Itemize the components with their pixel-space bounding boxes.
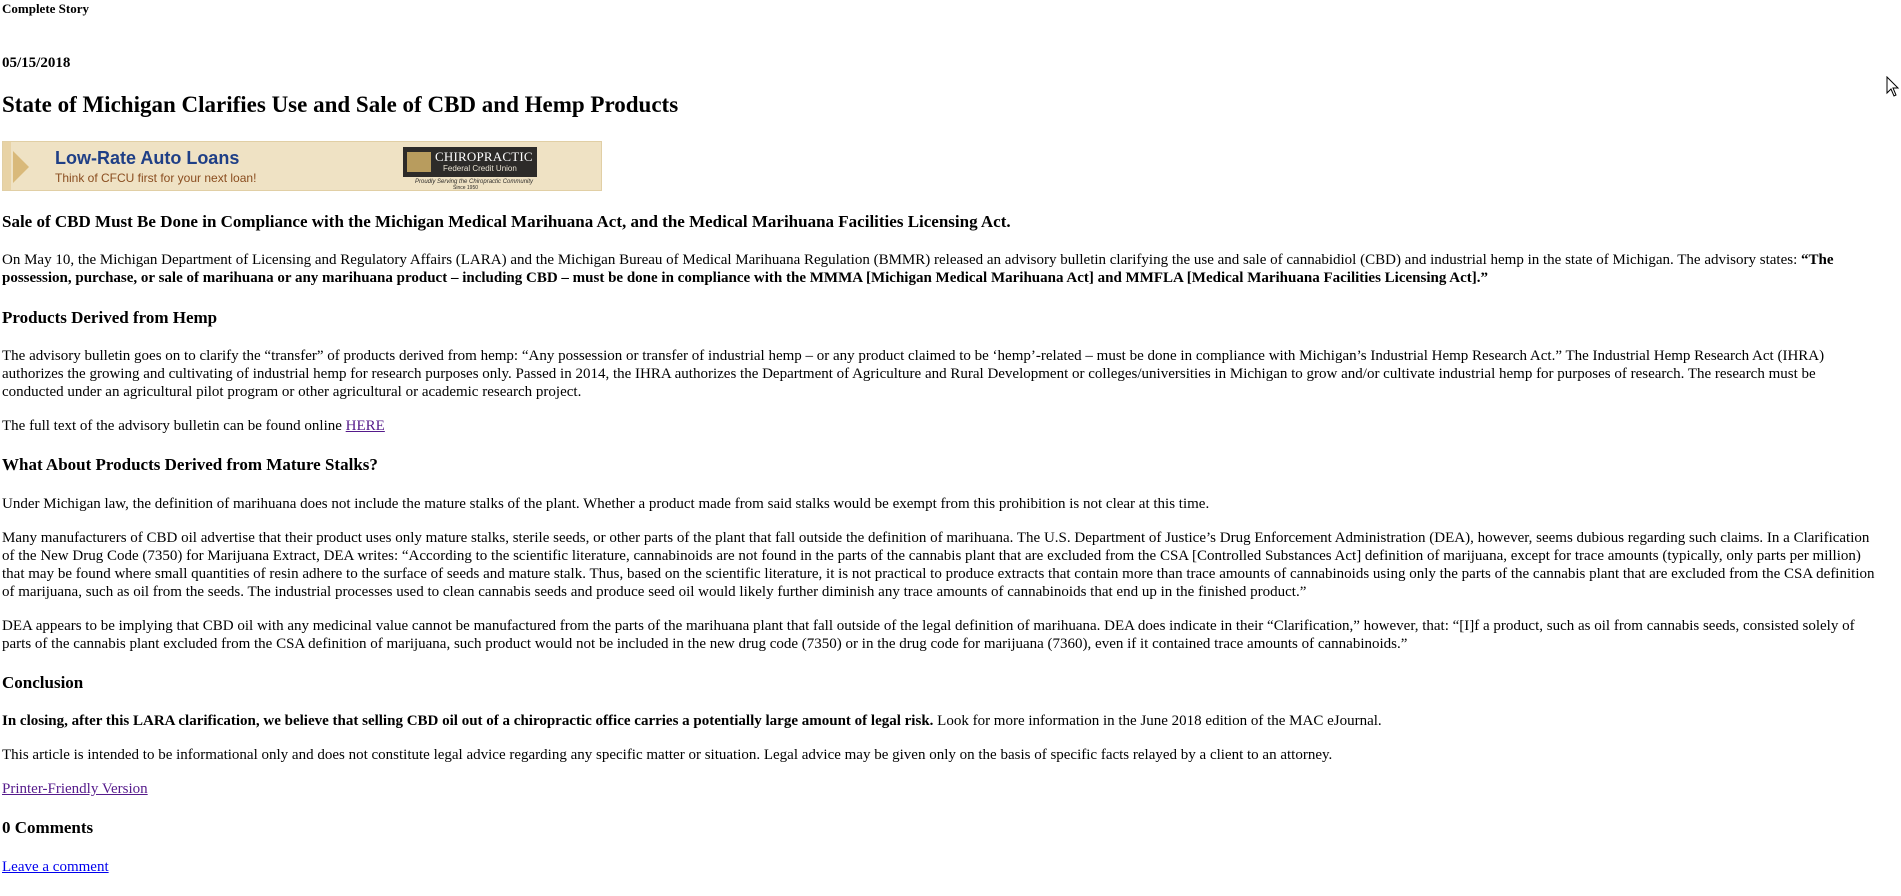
- bulletin-paragraph: [2, 417, 1878, 435]
- banner-subline: Think of CFCU first for your next loan!: [55, 171, 257, 185]
- bulletin-here-link[interactable]: HERE: [345, 418, 385, 434]
- conclusion-rest: Look for more information in the June 2018 edition of the MAC eJournal.: [933, 713, 1382, 729]
- banner-headline: Low-Rate Auto Loans: [55, 148, 240, 168]
- banner-stripe: [3, 142, 11, 190]
- intro-text: On May 10, the Michigan Department of Licensing and Regulatory Affairs (LARA) and the Michigan Bureau of Medical Marihuana Regulation (BMMR) released an advisory bulletin clarifying the use and sale of cannabidiol (CBD) and industrial hemp in the state of Michigan. The advisory states:: [2, 252, 1801, 268]
- logo-tagline: Proudly Serving the Chiropractic Community: [415, 179, 534, 185]
- bulletin-text: The full text of the advisory bulletin can be found online: [2, 418, 346, 434]
- credit-union-logo: [403, 147, 537, 177]
- printer-link-row: [2, 780, 1878, 798]
- story-label: Complete Story: [2, 1, 90, 16]
- intro-quote: “The possession, purchase, or sale of marihuana or any marihuana product – including CBD – must be done in compliance with the MMMA [Michigan Medical Marihuana Act] and MMFLA [Medical Marihuana Facilities Licensing Act].”: [2, 252, 1834, 286]
- conclusion-bold: In closing, after this LARA clarification, we believe that selling CBD oil out of a chiropractic office carries a potentially large amount of legal risk.: [2, 713, 934, 729]
- section-heading-hemp: Products Derived from Hemp: [2, 308, 218, 327]
- logo-name: CHIROPRACTIC: [435, 149, 533, 164]
- logo-since: Since 1950: [453, 185, 479, 191]
- section-heading-conclusion: Conclusion: [2, 673, 84, 692]
- logo-subname: Federal Credit Union: [443, 164, 517, 173]
- conclusion-paragraph: [2, 712, 1878, 730]
- page-title: State of Michigan Clarifies Use and Sale of CBD and Hemp Products: [2, 92, 679, 117]
- stalks-paragraph-2: Many manufacturers of CBD oil advertise that their product uses only mature stalks, sterile seeds, or other parts of the plant that fall outside the definition of marihuana. The U.S. Department of Justice’s Drug Enforcement Administration (DEA), however, seems dubious regarding such claims. In a Clarification of the New Drug Code (7350) for Marijuana Extract, DEA writes: “According to the scientific literature, cannabinoids are not found in the parts of the cannabis plant that are excluded from the CSA [Controlled Substances Act] definition of marijuana, except for trace amounts (typically, only parts per million) that may be found where small quantities of resin adhere to the surface of seeds and mature stalk. Thus, based on the scientific literature, it is not practical to produce extracts that contain more than trace amounts of cannabinoids using only the parts of the cannabis plant that are excluded from the CSA definition of marijuana, such as oil from the seeds. The industrial processes used to clean cannabis seeds and produce seed oil would likely further diminish any trace amounts of cannabinoids that end up in the finished product.”: [2, 530, 1875, 600]
- intro-paragraph: [2, 251, 1878, 287]
- section-heading-stalks: What About Products Derived from Mature Stalks?: [2, 455, 378, 474]
- hemp-paragraph: The advisory bulletin goes on to clarify the “transfer” of products derived from hemp: “Any possession or transfer of industrial hemp – or any product claimed to be ‘hemp’-related – must be done in compliance with Michigan’s Industrial Hemp Research Act.” The Industrial Hemp Research Act (IHRA) authorizes the growing and cultivating of industrial hemp for research purposes only. Passed in 2014, the IHRA authorizes the Department of Agriculture and Rural Development or colleges/universities in Michigan to grow and/or cultivate industrial hemp for purposes of research. The research must be conducted under an agricultural pilot program or other agricultural or academic research project.: [2, 348, 1825, 400]
- leave-comment-row: [2, 858, 1878, 876]
- comments-heading: 0 Comments: [2, 818, 94, 837]
- play-arrow-icon: [13, 151, 29, 183]
- story-date: 05/15/2018: [2, 55, 71, 71]
- stalks-paragraph-1: Under Michigan law, the definition of marihuana does not include the mature stalks of the plant. Whether a product made from said stalks would be exempt from this prohibition is not clear at this time.: [2, 496, 1210, 512]
- printer-friendly-link[interactable]: Printer-Friendly Version: [2, 781, 148, 797]
- article-subtitle: Sale of CBD Must Be Done in Compliance with the Michigan Medical Marihuana Act, and the Medical Marihuana Facilities Licensing Act.: [2, 212, 1011, 231]
- ad-banner[interactable]: [2, 141, 602, 191]
- leave-comment-link[interactable]: Leave a comment: [2, 859, 109, 875]
- mouse-cursor-icon: [1886, 76, 1900, 98]
- logo-mark-icon: [407, 152, 431, 172]
- disclaimer-paragraph: This article is intended to be informational only and does not constitute legal advice regarding any specific matter or situation. Legal advice may be given only on the basis of specific facts relayed by a client to an attorney.: [2, 747, 1333, 763]
- stalks-paragraph-3: DEA appears to be implying that CBD oil with any medicinal value cannot be manufactured from the parts of the marihuana plant that fall outside of the legal definition of marihuana. DEA does indicate in their “Clarification,” however, that: “[I]f a product, such as oil from cannabis seeds, consisted solely of parts of the cannabis plant excluded from the CSA definition of marijuana, such product would not be included in the new drug code (7350) or in the drug code for marijuana (7360), even if it contained trace amounts of cannabinoids.”: [2, 618, 1855, 652]
